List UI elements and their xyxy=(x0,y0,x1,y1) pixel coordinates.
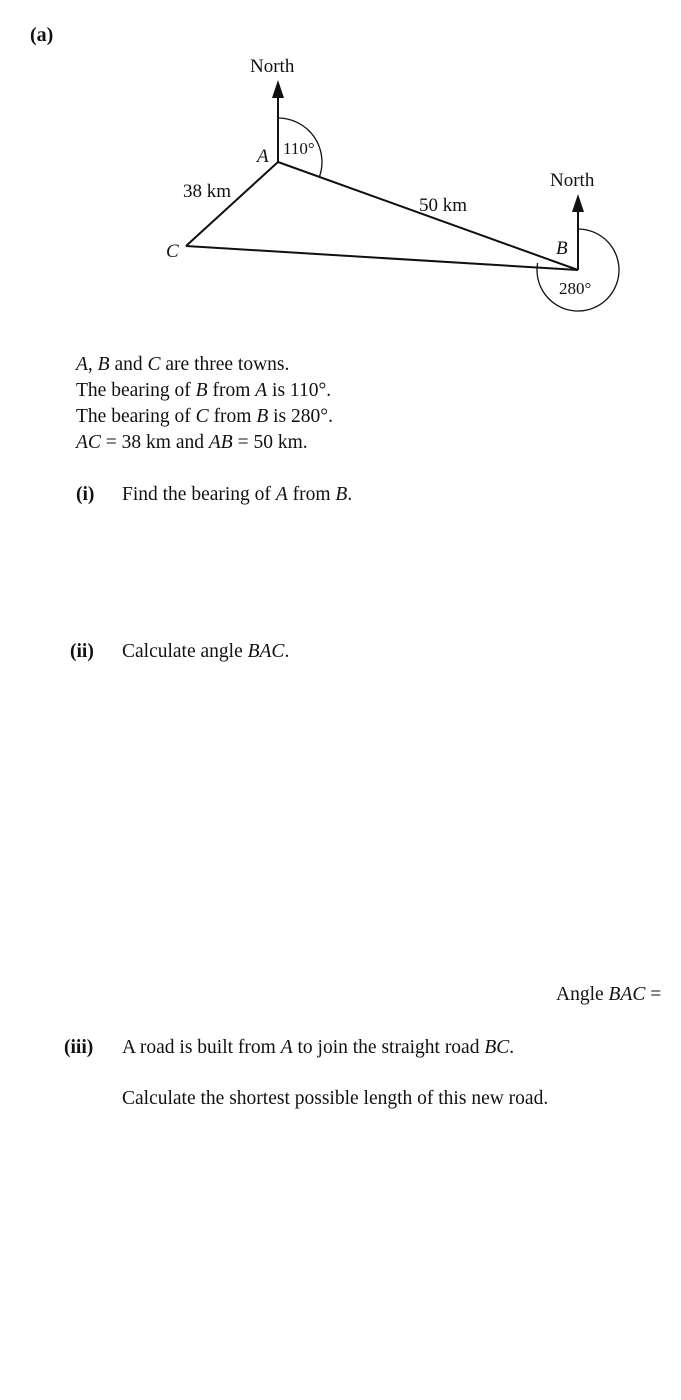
side-ac-line xyxy=(186,162,278,246)
question-ii-text: Calculate angle BAC. xyxy=(122,641,290,662)
question-i-label: (i) xyxy=(76,484,95,505)
part-label: (a) xyxy=(30,24,54,46)
bearing-diagram xyxy=(0,0,681,340)
question-iii-text: A road is built from A to join the straight road BC. xyxy=(122,1037,515,1058)
point-b-label: B xyxy=(556,238,568,259)
info-line-1: A, B and C are three towns. xyxy=(76,354,290,375)
question-iii-label: (iii) xyxy=(64,1037,94,1058)
info-line-2: The bearing of B from A is 110°. xyxy=(76,380,332,401)
north-label-b: North xyxy=(550,170,595,191)
question-ii-label: (ii) xyxy=(70,641,94,662)
north-arrow-a-icon xyxy=(272,80,284,98)
question-i-text: Find the bearing of A from B. xyxy=(122,484,353,505)
question-iii-line-2: Calculate the shortest possible length of this new road. xyxy=(122,1088,549,1109)
answer-angle-bac-label: Angle BAC = xyxy=(556,984,662,1005)
angle-a-label: 110° xyxy=(283,139,315,158)
side-ab-label: 50 km xyxy=(419,195,468,216)
info-line-4: AC = 38 km and AB = 50 km. xyxy=(76,432,308,453)
north-arrow-b-icon xyxy=(572,194,584,212)
side-ac-label: 38 km xyxy=(183,181,232,202)
point-c-label: C xyxy=(166,241,179,262)
angle-b-label: 280° xyxy=(559,279,592,298)
point-a-label: A xyxy=(257,146,269,167)
info-line-3: The bearing of C from B is 280°. xyxy=(76,406,333,427)
north-label-a: North xyxy=(250,56,295,77)
